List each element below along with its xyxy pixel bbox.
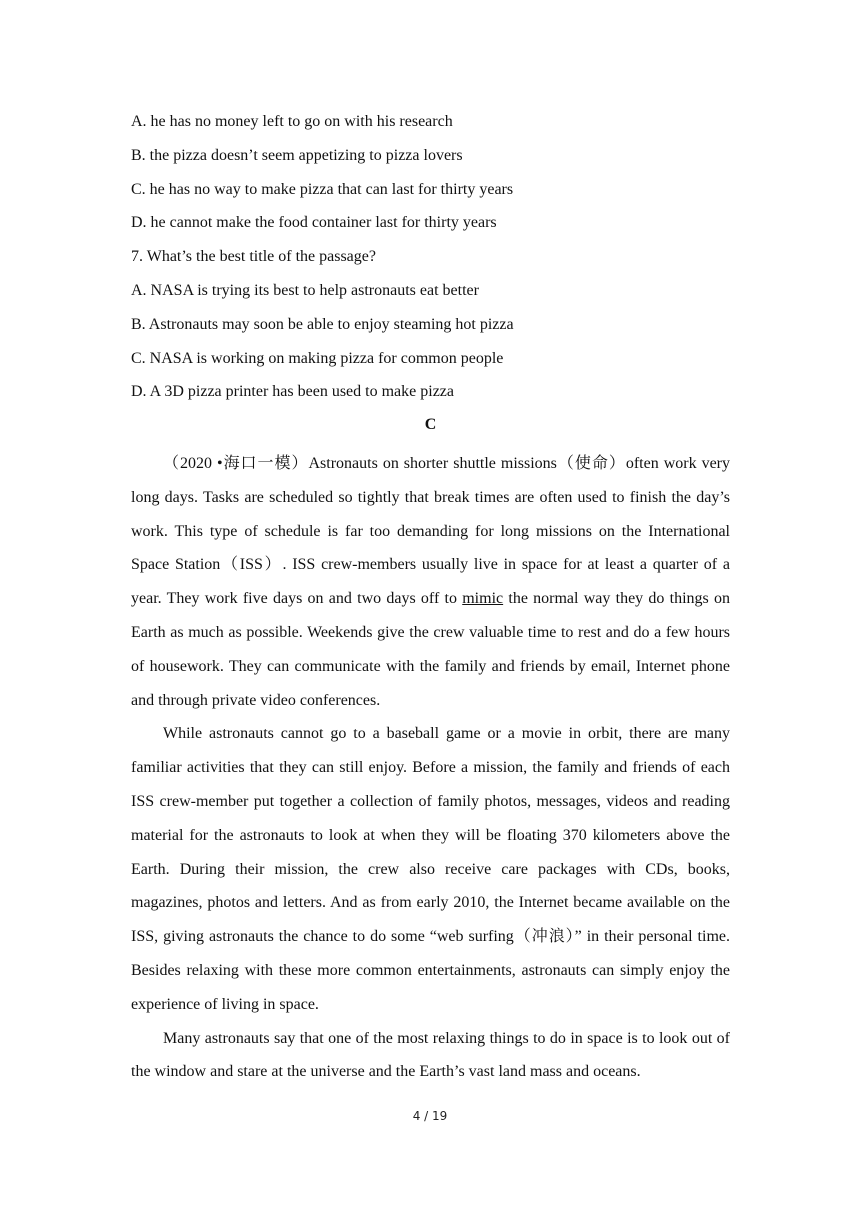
paragraph-2: While astronauts cannot go to a baseball game or a movie in orbit, there are many familiar activities that they can still enjoy. Before a mission, the family and friends of each ISS crew-member put together a collection of family photos, messages, videos and reading material for the astronauts to look at when they will be floating 370 kilometers above the Earth. During their mission, the crew also receive care packages with CDs, books, magazines, photos and letters. And as from early 2010, the Internet became available on the ISS, giving astronauts the chance to do some “web surfing（冲浪）” in their personal time. Besides relaxing with these more common entertainments, astronauts can simply enjoy the experience of living in space. [131, 725, 730, 1013]
paragraph-1-text-b: the normal way they do things on Earth as much as possible. Weekends give the crew valuable time to rest and do a few hours of housework. They can communicate with the family and friends by email, Internet phone and through private video conferences. [131, 590, 731, 709]
option-line: A. NASA is trying its best to help astronauts eat better [131, 281, 479, 299]
option-line: B. Astronauts may soon be able to enjoy steaming hot pizza [131, 315, 514, 333]
page-number: 4 / 19 [412, 1109, 448, 1123]
paragraph-1-text-a: （2020 •海口一模）Astronauts on shorter shuttle missions（使命）often work very long days. Tasks are scheduled so tightly that break times are often used to finish the day’s work. This type of schedule is far too demanding for long missions on the International Space Station（ISS）. ISS crew-members usually live in space for at least a quarter of a year. They work five days on and two days off to [131, 455, 730, 608]
option-line: D. he cannot make the food container last for thirty years [131, 214, 497, 232]
underlined-word: mimic [462, 590, 504, 608]
option-line: C. he has no way to make pizza that can last for thirty years [131, 180, 514, 198]
question-line: 7. What’s the best title of the passage? [131, 248, 376, 266]
reading-passage [131, 447, 730, 1089]
option-line: C. NASA is working on making pizza for common people [131, 349, 504, 367]
option-line: D. A 3D pizza printer has been used to make pizza [131, 383, 454, 401]
section-heading: C [424, 416, 437, 433]
option-line: B. the pizza doesn’t seem appetizing to pizza lovers [131, 146, 463, 164]
option-line: A. he has no money left to go on with his research [131, 113, 453, 130]
paragraph-1 [131, 447, 730, 717]
paragraph-3: Many astronauts say that one of the most relaxing things to do in space is to look out of the window and stare at the universe and the Earth’s vast land mass and oceans. [131, 1029, 730, 1081]
answer-options [131, 110, 731, 414]
